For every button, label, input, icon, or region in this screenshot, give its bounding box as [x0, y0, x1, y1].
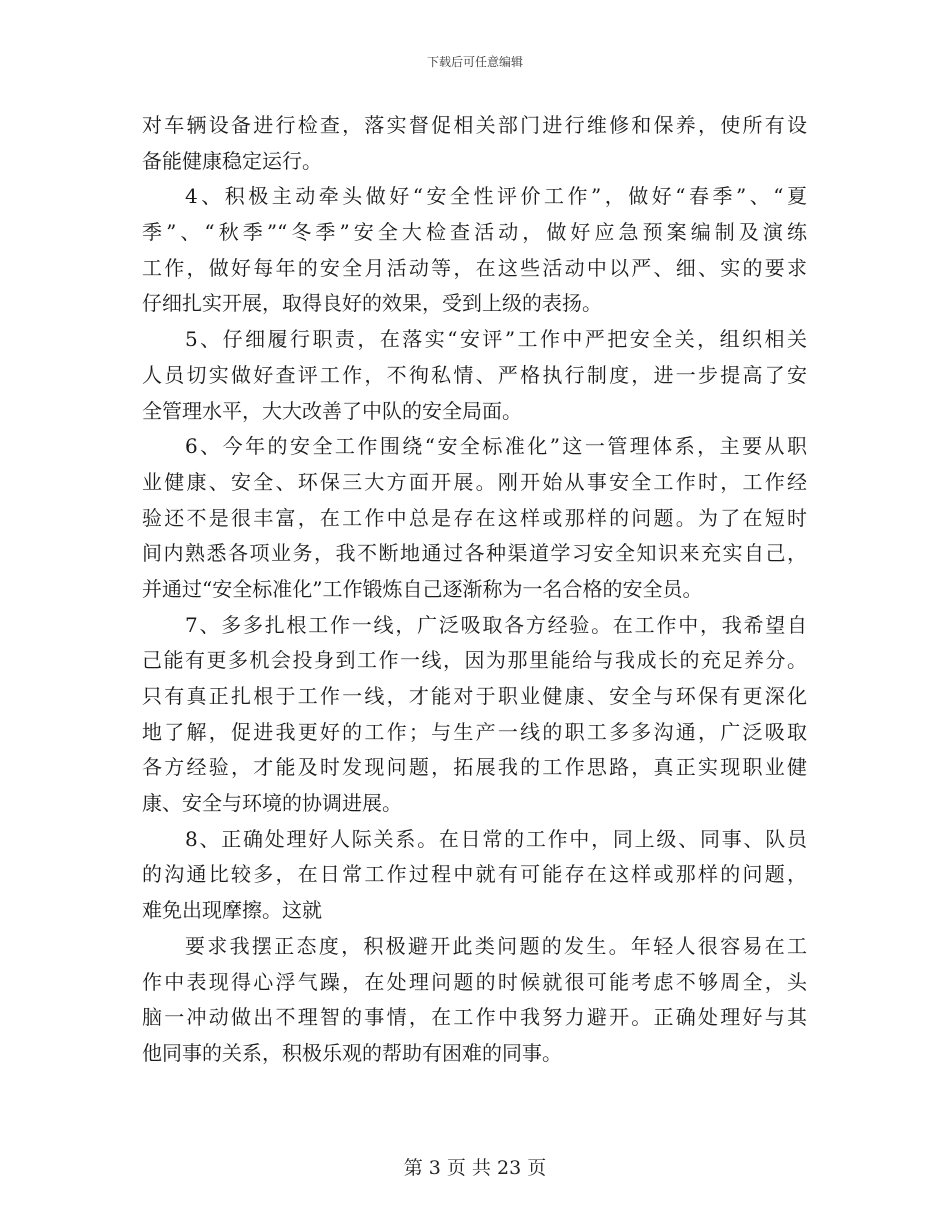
text-line: 的沟通比较多，在日常工作过程中就有可能存在这样或那样的问题， — [142, 862, 807, 887]
text-line: 8、正确处理好人际关系。在日常的工作中，同上级、同事、队员 — [185, 826, 807, 851]
text-line: 己能有更多机会投身到工作一线，因为那里能给与我成长的充足养分。 — [142, 648, 807, 673]
text-line: 康、安全与环境的协调进展。 — [142, 791, 402, 816]
page-header-note: 下载后可任意编辑 — [426, 55, 523, 69]
text-line: 验还不是很丰富，在工作中总是存在这样或那样的问题。为了在短时 — [142, 505, 807, 530]
document-body — [142, 108, 807, 1072]
text-line: 人员切实做好查评工作，不徇私情、严格执行制度，进一步提高了安 — [142, 362, 807, 387]
text-line: 季”、“秋季”“冬季”安全大检查活动，做好应急预案编制及演练 — [142, 220, 807, 245]
text-line: 脑一冲动做出不理智的事情，在工作中我努力避开。正确处理好与其 — [142, 1005, 807, 1030]
text-line: 对车辆设备进行检查，落实督促相关部门进行维修和保养，使所有设 — [142, 113, 807, 137]
text-line: 各方经验，才能及时发现问题，拓展我的工作思路，真正实现职业健 — [142, 755, 807, 780]
text-line: 业健康、安全、环保三大方面开展。刚开始从事安全工作时，工作经 — [142, 469, 807, 494]
text-line: 难免出现摩擦。这就 — [142, 898, 322, 923]
text-line: 间内熟悉各项业务，我不断地通过各种渠道学习安全知识来充实自己， — [142, 541, 807, 566]
text-line: 7、多多扎根工作一线，广泛吸取各方经验。在工作中，我希望自 — [185, 612, 807, 637]
text-line: 5、仔细履行职责，在落实“安评”工作中严把安全关，组织相关 — [185, 327, 807, 352]
text-line: 只有真正扎根于工作一线，才能对于职业健康、安全与环保有更深化 — [142, 684, 807, 708]
text-line: 4、积极主动牵头做好“安全性评价工作”，做好“春季”、“夏 — [185, 184, 807, 209]
text-line: 作中表现得心浮气躁，在处理问题的时候就很可能考虑不够周全，头 — [142, 969, 807, 994]
page-number: 第 3 页 共 23 页 — [403, 1157, 547, 1179]
text-line: 全管理水平，大大改善了中队的安全局面。 — [142, 398, 522, 423]
text-line: 并通过“安全标准化”工作锻炼自己逐渐称为一名合格的安全员。 — [142, 576, 703, 601]
text-line: 仔细扎实开展，取得良好的效果，受到上级的表扬。 — [142, 291, 602, 316]
text-line: 工作，做好每年的安全月活动等，在这些活动中以严、细、实的要求 — [142, 255, 807, 280]
text-line: 地了解，促进我更好的工作；与生产一线的职工多多沟通，广泛吸取 — [142, 719, 807, 744]
text-line: 要求我摆正态度，积极避开此类问题的发生。年轻人很容易在工 — [185, 933, 807, 958]
text-line: 备能健康稳定运行。 — [142, 148, 322, 173]
text-line: 6、今年的安全工作围绕“安全标准化”这一管理体系，主要从职 — [185, 434, 807, 459]
text-line: 他同事的关系，积极乐观的帮助有困难的同事。 — [142, 1040, 562, 1065]
